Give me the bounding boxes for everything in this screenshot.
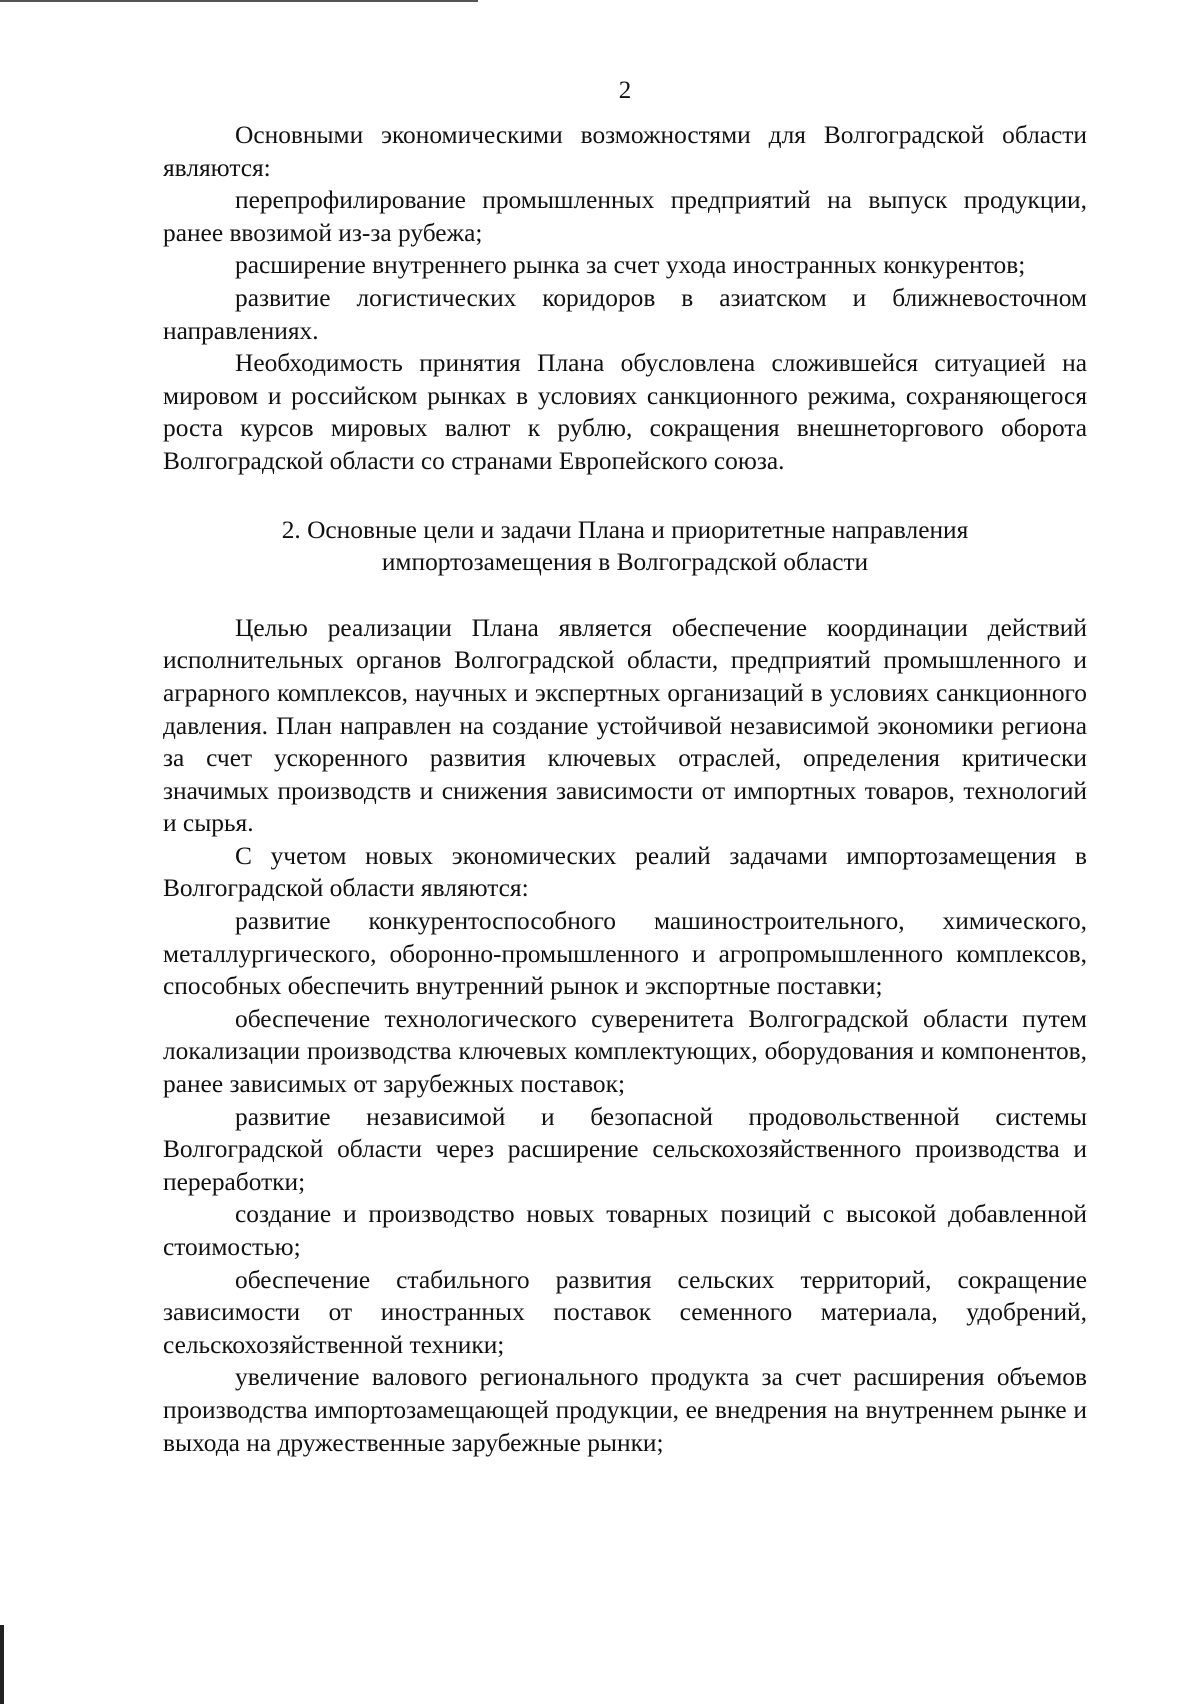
list-item-food-system: развитие независимой и безопасной продовольственной системы Волгоградской области через расширение сельскохозяйственного производства и переработки; — [163, 1102, 1087, 1196]
document-page — [163, 75, 1087, 1459]
paragraph-opportunities-intro: Основными экономическими возможностями для Волгоградской области являются: — [163, 121, 1087, 182]
list-item-repurposing: перепрофилирование промышленных предприятий на выпуск продукции, ранее ввозимой из-за рубежа; — [163, 186, 1087, 247]
section-1-body — [163, 119, 1087, 478]
section-2-heading — [163, 514, 1087, 579]
paragraph-tasks-intro: С учетом новых экономических реалий задачами импортозамещения в Волгоградской области являются: — [163, 841, 1087, 903]
section-2-heading-line-2: импортозамещения в Волгоградской области — [381, 548, 869, 577]
section-2-body — [163, 612, 1087, 1459]
scan-edge-mark-top — [0, 0, 478, 2]
list-item-new-products: создание и производство новых товарных позиций с высокой добавленной стоимостью; — [163, 1200, 1087, 1261]
list-item-logistics: развитие логистических коридоров в азиатском и ближневосточном направлениях. — [163, 283, 1087, 345]
list-item-rural-development: обеспечение стабильного развития сельских территорий, сокращение зависимости от иностранных поставок семенного материала, удобрений, сельскохозяйственной техники; — [163, 1265, 1087, 1359]
paragraph-plan-necessity: Необходимость принятия Плана обусловлена сложившейся ситуацией на мировом и российском рынках в условиях санкционного режима, сохраняющегося роста курсов мировых валют к рублю, сокращения внешнеторгового оборота Волгоградской области со странами Европейского союза. — [163, 349, 1087, 475]
list-item-grp-growth: увеличение валового регионального продукта за счет расширения объемов производства импортозамещающей продукции, ее внедрения на внутреннем рынке и выхода на дружественные зарубежные рынки; — [163, 1363, 1087, 1457]
page-number: 2 — [618, 77, 632, 104]
list-item-domestic-market: расширение внутреннего рынка за счет ухода иностранных конкурентов; — [235, 251, 1026, 280]
list-item-industrial-complexes: развитие конкурентоспособного машиностроительного, химического, металлургического, оборонно-промышленного и агропромышленного комплексов, способных обеспечить внутренний рынок и экспортные поставки; — [163, 907, 1087, 1001]
scan-edge-mark-left — [0, 1625, 4, 1704]
section-2-heading-line-1: 2. Основные цели и задачи Плана и приоритетные направления — [281, 515, 969, 544]
paragraph-plan-goal: Целью реализации Плана является обеспечение координации действий исполнительных органов Волгоградской области, предприятий промышленного и аграрного комплексов, научных и экспертных организаций в условиях санкционного давления. План направлен на создание устойчивой независимой экономики региона за счет ускоренного развития ключевых отраслей, определения критически значимых производств и снижения зависимости от импортных товаров, технологий и сырья. — [163, 613, 1087, 838]
list-item-tech-sovereignty: обеспечение технологического суверенитета Волгоградской области путем локализации производства ключевых комплектующих, оборудования и компонентов, ранее зависимых от зарубежных поставок; — [163, 1004, 1087, 1099]
